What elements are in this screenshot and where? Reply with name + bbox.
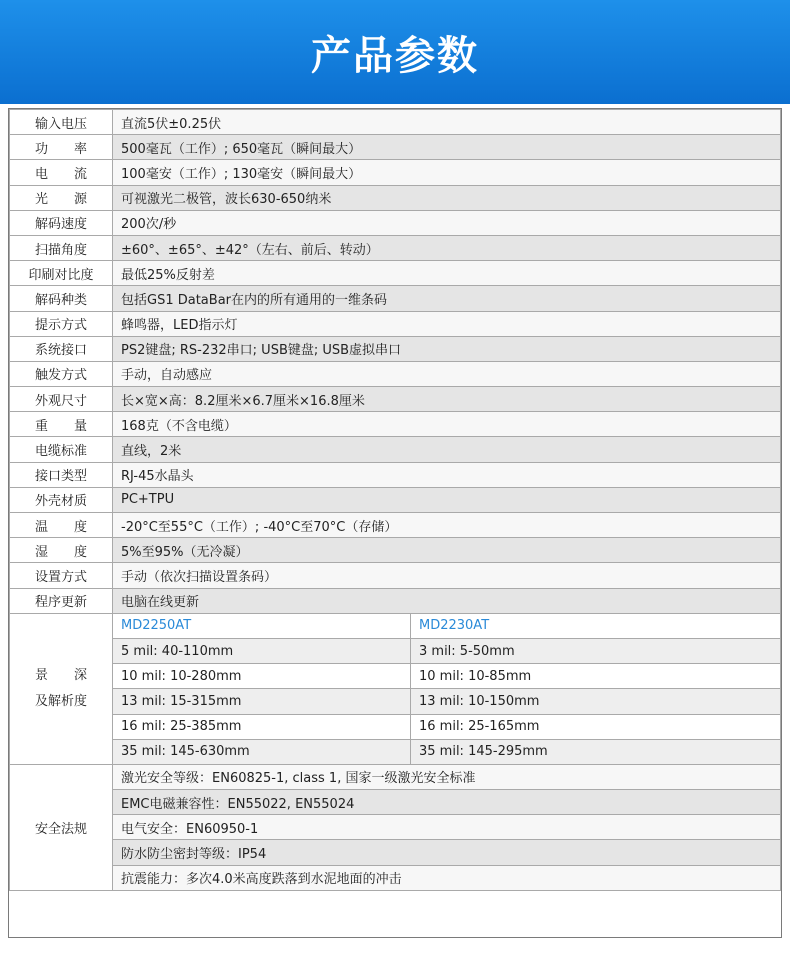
spec-row xyxy=(10,110,781,135)
safety-value: EMC电磁兼容性：EN55022, EN55024 xyxy=(113,790,781,815)
spec-table-body xyxy=(9,109,781,891)
spec-label: 温 度 xyxy=(10,513,113,538)
spec-label: 解码种类 xyxy=(10,286,113,311)
depth-value: 13 mil: 15-315mm xyxy=(113,689,411,714)
spec-label: 外壳材质 xyxy=(10,487,113,512)
safety-value: 防水防尘密封等级：IP54 xyxy=(113,840,781,865)
spec-label: 功 率 xyxy=(10,135,113,160)
spec-value: 100毫安（工作）; 130毫安（瞬间最大） xyxy=(113,160,781,185)
spec-row xyxy=(10,210,781,235)
depth-value: 5 mil: 40-110mm xyxy=(113,638,411,663)
safety-row xyxy=(10,764,781,789)
depth-label-line2: 及解析度 xyxy=(34,693,87,709)
spec-value: RJ-45水晶头 xyxy=(113,462,781,487)
safety-row xyxy=(10,840,781,865)
depth-header-row xyxy=(10,613,781,638)
safety-row xyxy=(10,815,781,840)
model-header: MD2250AT xyxy=(113,613,411,638)
spec-value: ±60°、±65°、±42°（左右、前后、转动） xyxy=(113,235,781,260)
spec-value: PC+TPU xyxy=(113,487,781,512)
depth-row xyxy=(10,739,781,764)
spec-row xyxy=(10,311,781,336)
spec-value: PS2键盘; RS-232串口; USB键盘; USB虚拟串口 xyxy=(113,336,781,361)
spec-label: 湿 度 xyxy=(10,538,113,563)
spec-row xyxy=(10,462,781,487)
depth-value: 16 mil: 25-385mm xyxy=(113,714,411,739)
spec-row xyxy=(10,286,781,311)
spec-row xyxy=(10,563,781,588)
safety-value: 电气安全：EN60950-1 xyxy=(113,815,781,840)
depth-label-line1: 景 深 xyxy=(34,667,87,683)
spec-row xyxy=(10,588,781,613)
spec-label: 程序更新 xyxy=(10,588,113,613)
spec-label: 扫描角度 xyxy=(10,235,113,260)
spec-label: 输入电压 xyxy=(10,110,113,135)
depth-value: 35 mil: 145-630mm xyxy=(113,739,411,764)
safety-value: 抗震能力：多次4.0米高度跌落到水泥地面的冲击 xyxy=(113,865,781,890)
depth-value: 3 mil: 5-50mm xyxy=(411,638,781,663)
spec-label: 光 源 xyxy=(10,185,113,210)
spec-table xyxy=(8,108,782,938)
spec-label: 电缆标准 xyxy=(10,437,113,462)
spec-value: 包括GS1 DataBar在内的所有通用的一维条码 xyxy=(113,286,781,311)
spec-label: 解码速度 xyxy=(10,210,113,235)
spec-row xyxy=(10,513,781,538)
spec-row xyxy=(10,412,781,437)
spec-value: 168克（不含电缆） xyxy=(113,412,781,437)
depth-row xyxy=(10,638,781,663)
depth-value: 10 mil: 10-85mm xyxy=(411,664,781,689)
spec-row xyxy=(10,135,781,160)
spec-value: 直线，2米 xyxy=(113,437,781,462)
depth-row xyxy=(10,664,781,689)
spec-label: 系统接口 xyxy=(10,336,113,361)
spec-value: 蜂鸣器，LED指示灯 xyxy=(113,311,781,336)
spec-row xyxy=(10,437,781,462)
spec-row xyxy=(10,538,781,563)
spec-value: 500毫瓦（工作）; 650毫瓦（瞬间最大） xyxy=(113,135,781,160)
spec-value: 200次/秒 xyxy=(113,210,781,235)
spec-label: 电 流 xyxy=(10,160,113,185)
spec-label: 设置方式 xyxy=(10,563,113,588)
spec-value: 手动，自动感应 xyxy=(113,361,781,386)
depth-value: 16 mil: 25-165mm xyxy=(411,714,781,739)
spec-value: -20°C至55°C（工作）; -40°C至70°C（存储） xyxy=(113,513,781,538)
spec-row xyxy=(10,361,781,386)
spec-value: 手动（依次扫描设置条码） xyxy=(113,563,781,588)
spec-label: 外观尺寸 xyxy=(10,387,113,412)
spec-row xyxy=(10,487,781,512)
spec-row xyxy=(10,160,781,185)
spec-row xyxy=(10,261,781,286)
depth-value: 10 mil: 10-280mm xyxy=(113,664,411,689)
safety-label: 安全法规 xyxy=(10,764,113,890)
spec-label: 重 量 xyxy=(10,412,113,437)
spec-value: 最低25%反射差 xyxy=(113,261,781,286)
safety-value: 激光安全等级：EN60825-1, class 1, 国家一级激光安全标准 xyxy=(113,764,781,789)
spec-row xyxy=(10,387,781,412)
depth-label xyxy=(10,613,113,764)
title-banner xyxy=(0,0,790,104)
safety-row xyxy=(10,790,781,815)
spec-value: 电脑在线更新 xyxy=(113,588,781,613)
spec-value: 直流5伏±0.25伏 xyxy=(113,110,781,135)
safety-row xyxy=(10,865,781,890)
page-title: 产品参数 xyxy=(311,32,479,79)
spec-label: 印刷对比度 xyxy=(10,261,113,286)
depth-row xyxy=(10,714,781,739)
model-header: MD2230AT xyxy=(411,613,781,638)
spec-row xyxy=(10,336,781,361)
spec-label: 触发方式 xyxy=(10,361,113,386)
spec-label: 接口类型 xyxy=(10,462,113,487)
spec-value: 长×宽×高：8.2厘米×6.7厘米×16.8厘米 xyxy=(113,387,781,412)
depth-value: 13 mil: 10-150mm xyxy=(411,689,781,714)
spec-value: 可视激光二极管，波长630-650纳米 xyxy=(113,185,781,210)
spec-label: 提示方式 xyxy=(10,311,113,336)
depth-row xyxy=(10,689,781,714)
spec-row xyxy=(10,185,781,210)
spec-value: 5%至95%（无冷凝） xyxy=(113,538,781,563)
spec-row xyxy=(10,235,781,260)
depth-value: 35 mil: 145-295mm xyxy=(411,739,781,764)
